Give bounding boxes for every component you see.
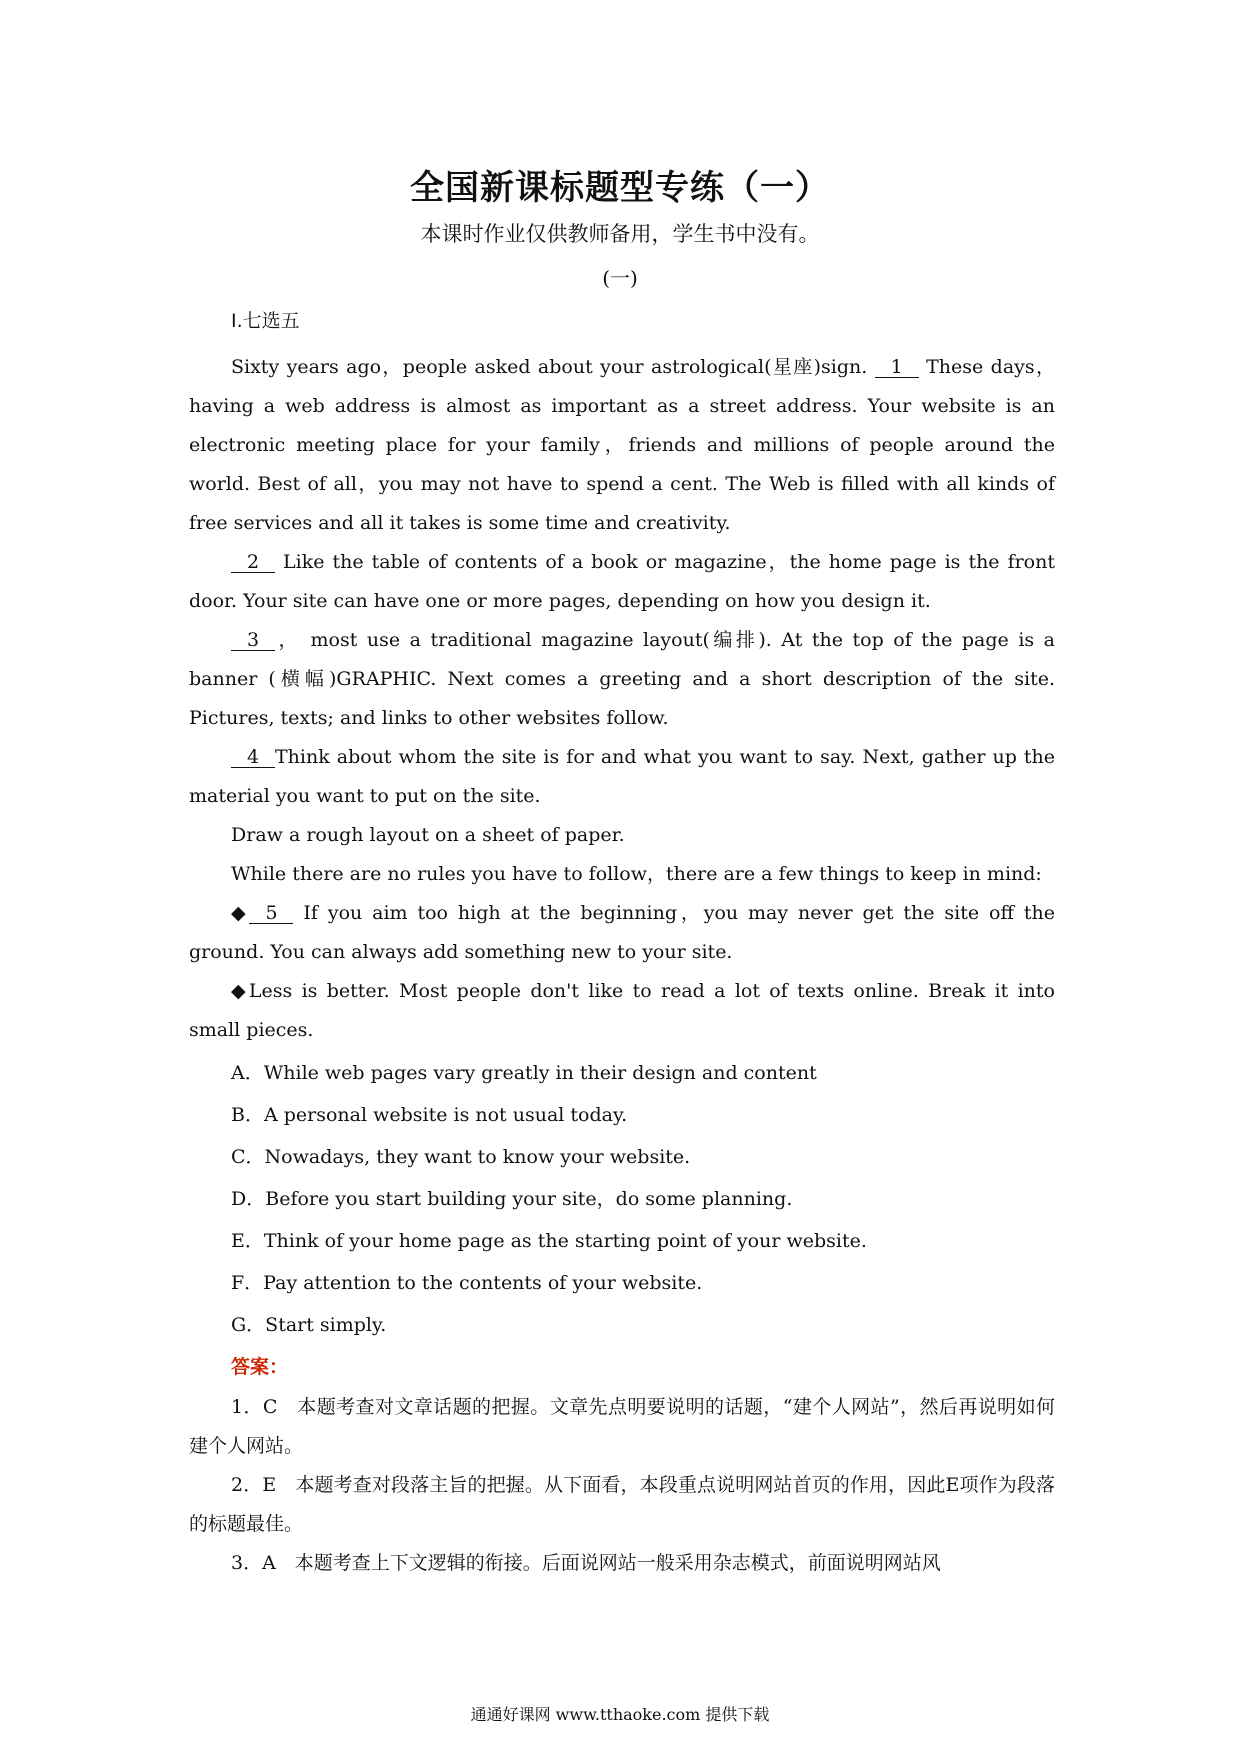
blank-1: 1 — [875, 357, 919, 378]
section-heading: Ⅰ.七选五 — [231, 310, 300, 332]
answer-item-3: 3．A 本题考查上下文逻辑的衔接。后面说网站一般采用杂志模式，前面说明网站风 — [231, 1552, 941, 1574]
part-label: (一) — [602, 266, 638, 290]
passage-paragraph-3 — [189, 621, 1055, 738]
answer-item-1: 1．C 本题考查对文章话题的把握。文章先点明要说明的话题，“建个人网站”，然后再说明如何建个人网站。 — [189, 1396, 1055, 1457]
passage-paragraph-6: While there are no rules you have to follow，there are a few things to keep in mind: — [231, 863, 1042, 885]
answer-item-2: 2．E 本题考查对段落主旨的把握。从下面看，本段重点说明网站首页的作用，因此E项作为段落的标题最佳。 — [189, 1474, 1055, 1535]
option-d: D．Before you start building your site，do some planning. — [231, 1188, 793, 1210]
blank-3: 3 — [231, 630, 275, 651]
text-run: Think about whom the site is for and what you want to say. Next, gather up the material you want to put on the site. — [189, 746, 1055, 807]
passage-paragraph-2 — [189, 543, 1055, 621]
blank-2: 2 — [231, 552, 275, 573]
page-footer: 通通好课网 www.tthaoke.com 提供下载 — [470, 1705, 770, 1724]
blank-5: 5 — [249, 903, 293, 924]
blank-4: 4 — [231, 747, 275, 768]
text-run: Like the table of contents of a book or magazine，the home page is the front door. Your site can have one or more pages, depending on how you design it. — [189, 551, 1055, 612]
page-subtitle: 本课时作业仅供教师备用，学生书中没有。 — [420, 222, 820, 246]
text-run: If you aim too high at the beginning，you may never get the site off the ground. You can always add something new to your site. — [189, 902, 1055, 963]
passage-paragraph-5: Draw a rough layout on a sheet of paper. — [231, 824, 625, 846]
page-title: 全国新课标题型专练（一） — [410, 168, 830, 208]
option-a: A．While web pages vary greatly in their design and content — [231, 1062, 817, 1084]
text-run: Sixty years ago，people asked about your astrological(星座)sign. — [231, 356, 875, 378]
text-run: ， most use a traditional magazine layout(编排). At the top of the page is a banner (横幅)GRAPHIC. Next comes a greeting and a short description of the site. Pictures, texts; and links to other websites follow. — [189, 629, 1055, 729]
document-content — [189, 298, 1055, 1583]
options-list — [189, 1052, 1055, 1346]
answer-heading: 答案： — [231, 1356, 289, 1378]
passage-paragraph-1 — [189, 348, 1055, 543]
passage-paragraph-4 — [189, 738, 1055, 816]
option-c: C．Nowadays, they want to know your website. — [231, 1146, 691, 1168]
option-f: F．Pay attention to the contents of your website. — [231, 1272, 703, 1294]
text-run: These days，having a web address is almost as important as a street address. Your website is an electronic meeting place for your family，friends and millions of people around the world. Best of all，you may not have to spend a cent. The Web is filled with all kinds of free services and all it takes is some time and creativity. — [189, 356, 1055, 534]
bullet-icon: ◆ — [231, 902, 250, 924]
option-b: B．A personal website is not usual today. — [231, 1104, 628, 1126]
passage-paragraph-7 — [189, 894, 1055, 972]
option-e: E．Think of your home page as the starting point of your website. — [231, 1230, 867, 1252]
passage-paragraph-8: ◆Less is better. Most people don't like to read a lot of texts online. Break it into small pieces. — [189, 980, 1055, 1041]
option-g: G．Start simply. — [231, 1314, 387, 1336]
